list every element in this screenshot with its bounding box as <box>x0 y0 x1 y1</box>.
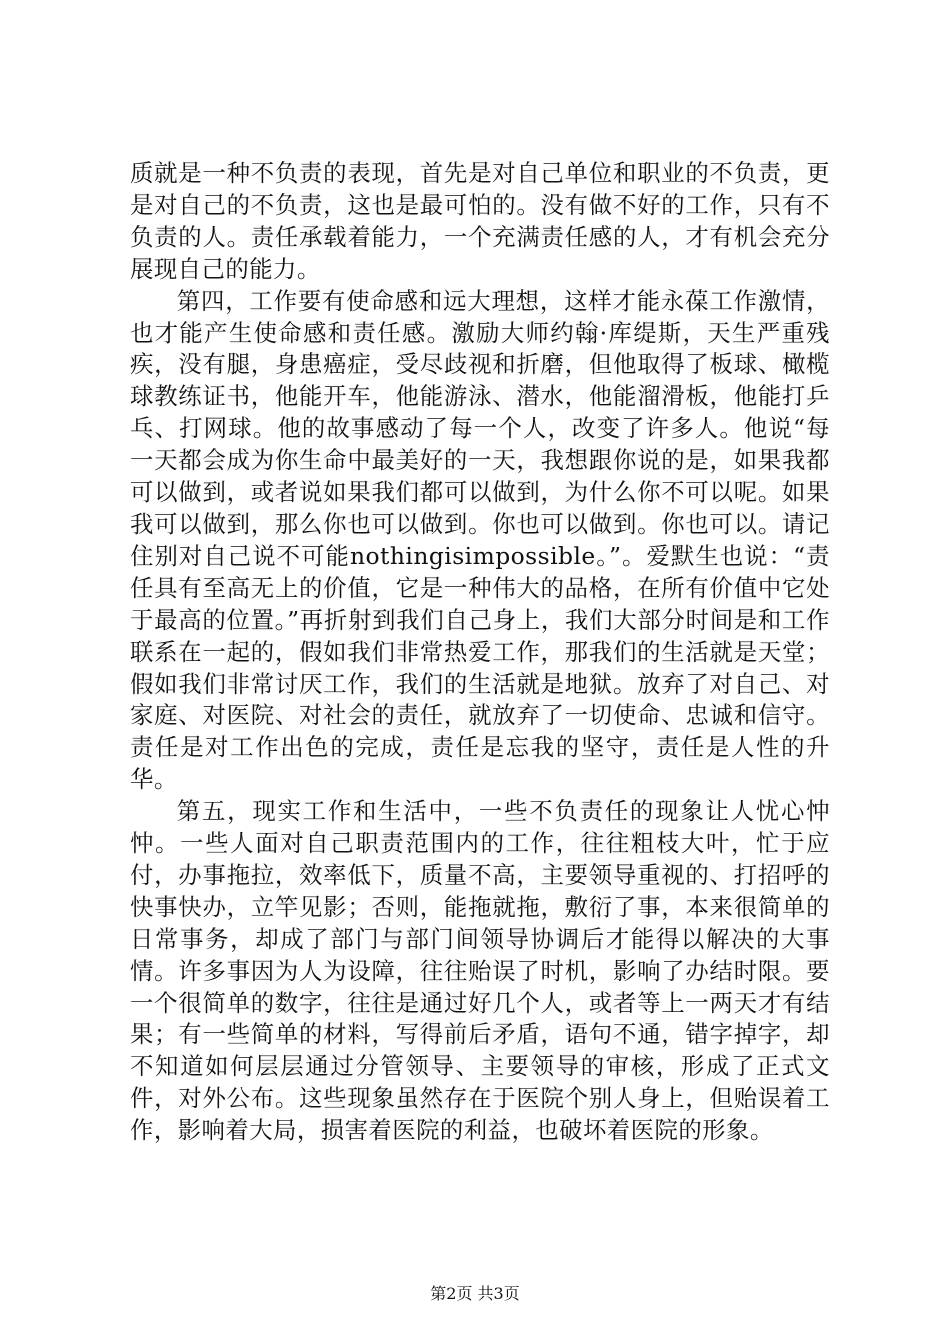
paragraph-fourth-point: 第四，工作要有使命感和远大理想，这样才能永葆工作激情，也才能产生使命感和责任感。激励大师约翰·库缇斯，天生严重残疾，没有腿，身患癌症，受尽歧视和折磨，但他取得了板球、橄榄球教练证书，他能开车，他能游泳、潜水，他能溜滑板，他能打乒乓、打网球。他的故事感动了每一个人，改变了许多人。他说“每一天都会成为你生命中最美好的一天，我想跟你说的是，如果我都可以做到，或者说如果我们都可以做到，为什么你不可以呢。如果我可以做到，那么你也可以做到。你也可以做到。你也可以。请记住别对自己说不可能nothingisimpossible。”。爱默生也说：“责任具有至高无上的价值，它是一种伟大的品格，在所有价值中它处于最高的位置。”再折射到我们自己身上，我们大部分时间是和工作联系在一起的，假如我们非常热爱工作，那我们的生活就是天堂；假如我们非常讨厌工作，我们的生活就是地狱。放弃了对自己、对家庭、对医院、对社会的责任，就放弃了一切使命、忠诚和信守。责任是对工作出色的完成，责任是忘我的坚守，责任是人性的升华。 <box>130 286 830 794</box>
paragraph-fifth-point: 第五，现实工作和生活中，一些不负责任的现象让人忧心忡忡。一些人面对自己职责范围内的工作，往往粗枝大叶，忙于应付，办事拖拉，效率低下，质量不高，主要领导重视的、打招呼的快事快办，立竿见影；否则，能拖就拖，敷衍了事，本来很简单的日常事务，却成了部门与部门间领导协调后才能得以解决的大事情。许多事因为人为设障，往往贻误了时机，影响了办结时限。要一个很简单的数字，往往是通过好几个人，或者等上一两天才有结果；有一些简单的材料，写得前后矛盾，语句不通，错字掉字，却不知道如何层层通过分管领导、主要领导的审核，形成了正式文件，对外公布。这些现象虽然存在于医院个别人身上，但贻误着工作，影响着大局，损害着医院的利益，也破坏着医院的形象。 <box>130 797 830 1145</box>
paragraph-continued: 质就是一种不负责的表现，首先是对自己单位和职业的不负责，更是对自己的不负责，这也是最可怕的。没有做不好的工作，只有不负责的人。责任承载着能力，一个充满责任感的人，才有机会充分展现自己的能力。 <box>130 159 830 283</box>
document-body <box>130 158 830 1147</box>
page-footer: 第2页 共3页 <box>430 1284 520 1303</box>
